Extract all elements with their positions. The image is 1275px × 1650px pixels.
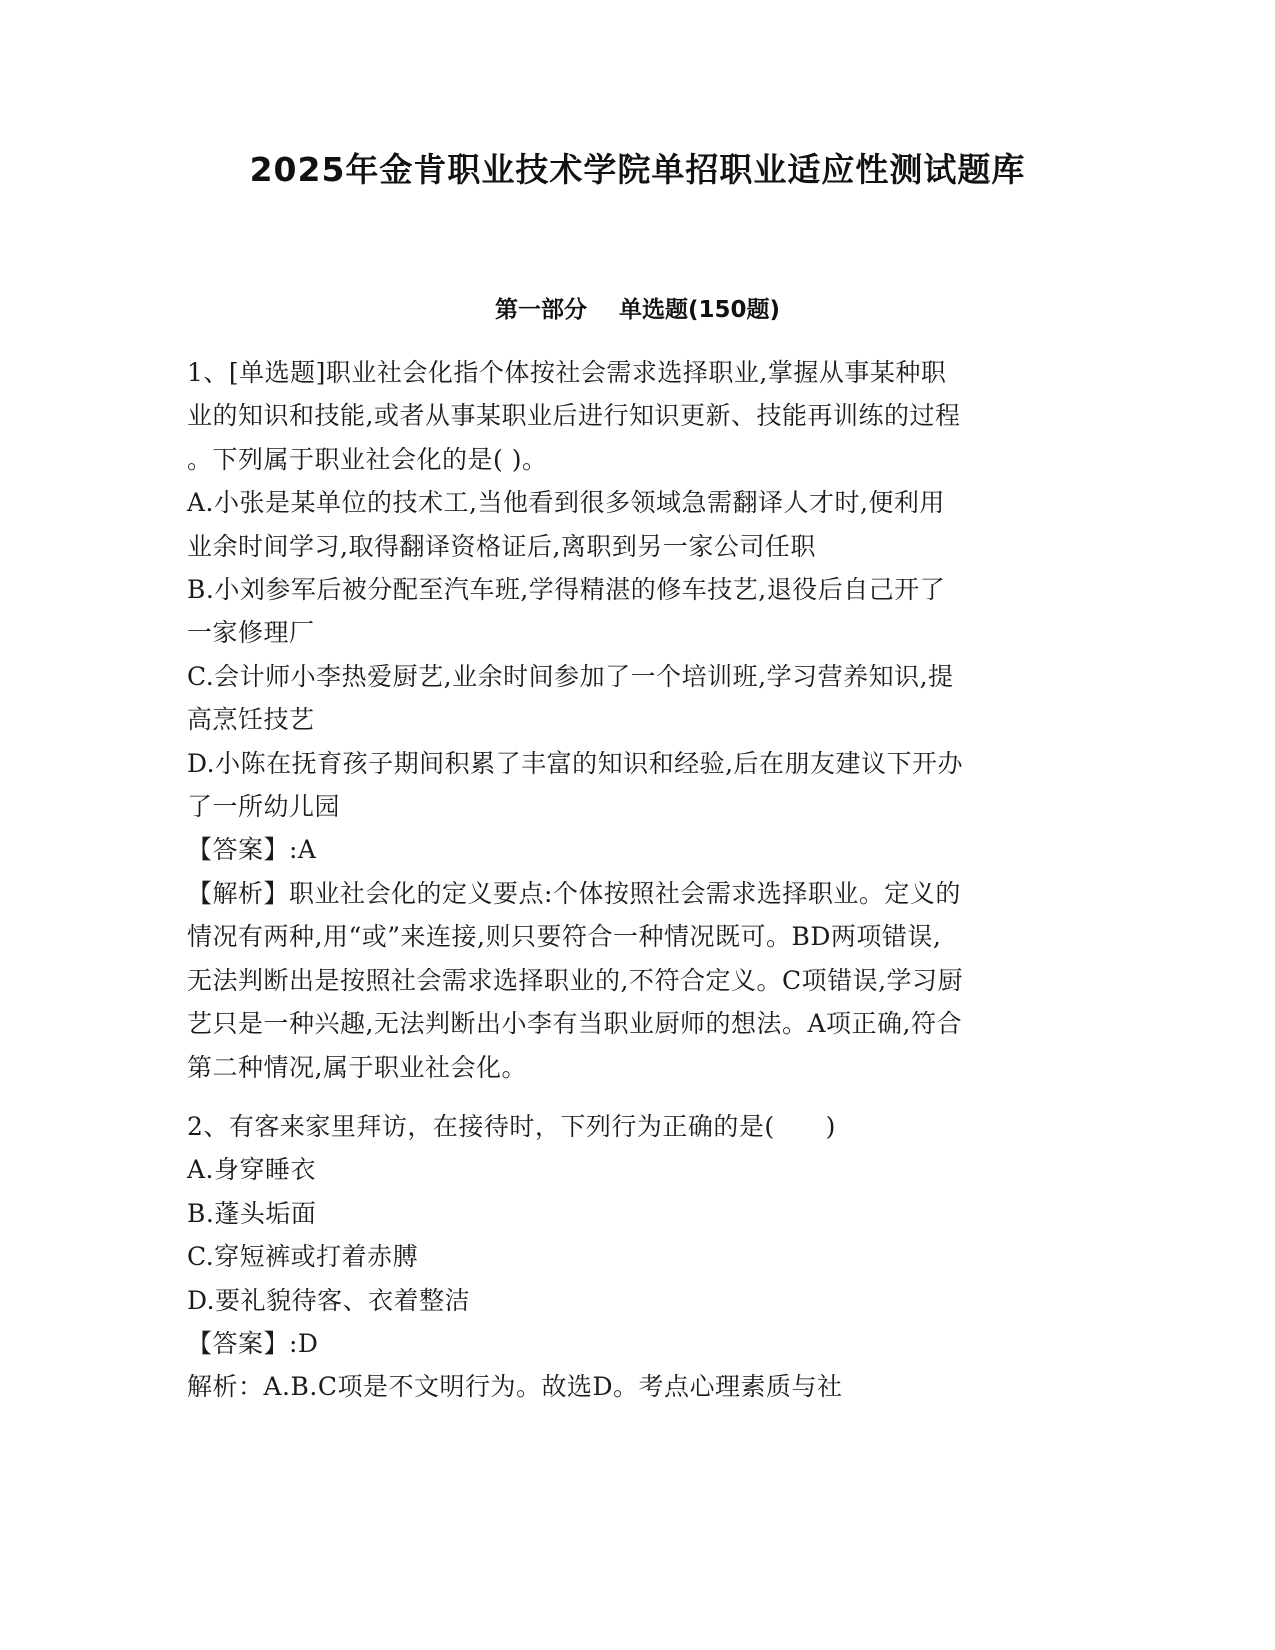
question-1 — [187, 351, 1087, 1089]
question-1-line: 。下列属于职业社会化的是( )。 — [187, 444, 548, 474]
question-2 — [187, 1105, 1087, 1409]
explanation: 情况有两种,用“或”来连接,则只要符合一种情况既可。BD两项错误, — [187, 922, 942, 952]
option-a: 业余时间学习,取得翻译资格证后,离职到另一家公司任职 — [187, 531, 816, 561]
question-1-line: 1、[单选题]职业社会化指个体按社会需求选择职业,掌握从事某种职 — [187, 358, 947, 387]
option-b: 一家修理厂 — [187, 618, 315, 648]
option-b: B.蓬头垢面 — [187, 1198, 317, 1228]
section-heading: 第一部分 单选题(150题) — [494, 297, 781, 323]
option-c: 高烹饪技艺 — [187, 705, 315, 735]
option-d: D.小陈在抚育孩子期间积累了丰富的知识和经验,后在朋友建议下开办 — [187, 748, 964, 778]
option-c: C.穿短裤或打着赤膊 — [187, 1242, 419, 1272]
question-2-line: 2、有客来家里拜访，在接待时，下列行为正确的是( ) — [187, 1112, 836, 1141]
explanation: 艺只是一种兴趣,无法判断出小李有当职业厨师的想法。A项正确,符合 — [187, 1009, 962, 1039]
option-d: D.要礼貌待客、衣着整洁 — [187, 1285, 471, 1315]
document-title: 2025年金肯职业技术学院单招职业适应性测试题库 — [249, 150, 1026, 189]
option-a: A.小张是某单位的技术工,当他看到很多领域急需翻译人才时,便利用 — [187, 488, 945, 518]
option-b: B.小刘参军后被分配至汽车班,学得精湛的修车技艺,退役后自己开了 — [187, 575, 946, 605]
question-1-line: 业的知识和技能,或者从事某职业后进行知识更新、技能再训练的过程 — [187, 401, 961, 431]
option-c: C.会计师小李热爱厨艺,业余时间参加了一个培训班,学习营养知识,提 — [187, 661, 954, 691]
option-a: A.身穿睡衣 — [187, 1155, 317, 1185]
explanation: 解析：A.B.C项是不文明行为。故选D。考点心理素质与社 — [187, 1372, 843, 1402]
explanation: 无法判断出是按照社会需求选择职业的,不符合定义。C项错误,学习厨 — [187, 965, 964, 995]
answer: 【答案】:A — [187, 835, 317, 865]
answer: 【答案】:D — [187, 1329, 319, 1359]
option-d: 了一所幼儿园 — [187, 792, 341, 822]
explanation: 【解析】职业社会化的定义要点:个体按照社会需求选择职业。定义的 — [187, 878, 961, 908]
explanation: 第二种情况,属于职业社会化。 — [187, 1052, 527, 1082]
